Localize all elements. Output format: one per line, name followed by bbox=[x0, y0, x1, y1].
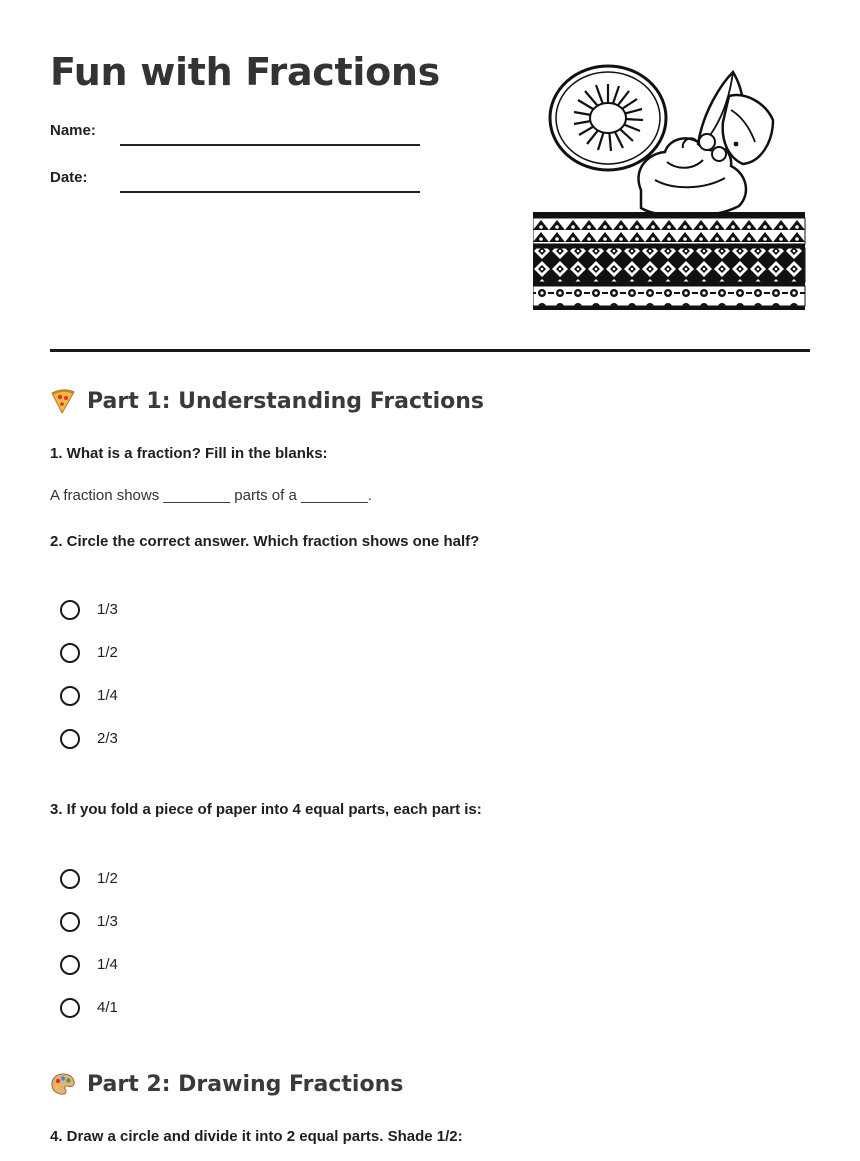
leaf-icon bbox=[698, 72, 773, 164]
radio-circle-icon[interactable] bbox=[60, 912, 80, 932]
answer-option[interactable] bbox=[60, 857, 118, 900]
radio-circle-icon[interactable] bbox=[60, 729, 80, 749]
part2-heading bbox=[50, 1071, 403, 1097]
kiwi-slice-icon bbox=[550, 66, 666, 170]
answer-label: 4/1 bbox=[97, 999, 118, 1016]
question-3-options bbox=[60, 857, 118, 1029]
question-4: 4. Draw a circle and divide it into 2 equal parts. Shade 1/2: bbox=[50, 1128, 463, 1145]
part1-heading-text: Part 1: Understanding Fractions bbox=[87, 388, 484, 414]
name-line[interactable] bbox=[120, 144, 420, 146]
answer-option[interactable] bbox=[60, 631, 118, 674]
date-field bbox=[50, 167, 420, 191]
page-title: Fun with Fractions bbox=[50, 50, 440, 94]
radio-circle-icon[interactable] bbox=[60, 869, 80, 889]
answer-label: 1/4 bbox=[97, 687, 118, 704]
pizza-icon bbox=[50, 388, 76, 414]
header-divider bbox=[50, 349, 810, 352]
answer-label: 2/3 bbox=[97, 730, 118, 747]
answer-label: 1/4 bbox=[97, 956, 118, 973]
plate-icon bbox=[533, 212, 805, 310]
answer-label: 1/3 bbox=[97, 913, 118, 930]
question-1: 1. What is a fraction? Fill in the blanks: bbox=[50, 445, 328, 462]
radio-circle-icon[interactable] bbox=[60, 955, 80, 975]
question-2: 2. Circle the correct answer. Which fraction shows one half? bbox=[50, 533, 480, 550]
radio-circle-icon[interactable] bbox=[60, 600, 80, 620]
question-3: 3. If you fold a piece of paper into 4 equal parts, each part is: bbox=[50, 801, 482, 818]
name-label: Name: bbox=[50, 122, 96, 139]
answer-option[interactable] bbox=[60, 674, 118, 717]
worksheet-header bbox=[50, 0, 810, 352]
answer-option[interactable] bbox=[60, 717, 118, 760]
part1-heading bbox=[50, 388, 484, 414]
answer-option[interactable] bbox=[60, 900, 118, 943]
question-2-options bbox=[60, 588, 118, 760]
part2-heading-text: Part 2: Drawing Fractions bbox=[87, 1071, 404, 1097]
answer-option[interactable] bbox=[60, 588, 118, 631]
date-line[interactable] bbox=[120, 191, 420, 193]
radio-circle-icon[interactable] bbox=[60, 998, 80, 1018]
answer-label: 1/2 bbox=[97, 644, 118, 661]
answer-option[interactable] bbox=[60, 943, 118, 986]
radio-circle-icon[interactable] bbox=[60, 686, 80, 706]
answer-label: 1/3 bbox=[97, 601, 118, 618]
date-label: Date: bbox=[50, 169, 88, 186]
radio-circle-icon[interactable] bbox=[60, 643, 80, 663]
palette-icon bbox=[50, 1071, 76, 1097]
question-1-sentence: A fraction shows ________ parts of a ________. bbox=[50, 487, 372, 504]
answer-label: 1/2 bbox=[97, 870, 118, 887]
worksheet-page bbox=[50, 0, 810, 1161]
kiwi-dessert-illustration bbox=[533, 62, 807, 312]
answer-option[interactable] bbox=[60, 986, 118, 1029]
name-field bbox=[50, 120, 420, 144]
